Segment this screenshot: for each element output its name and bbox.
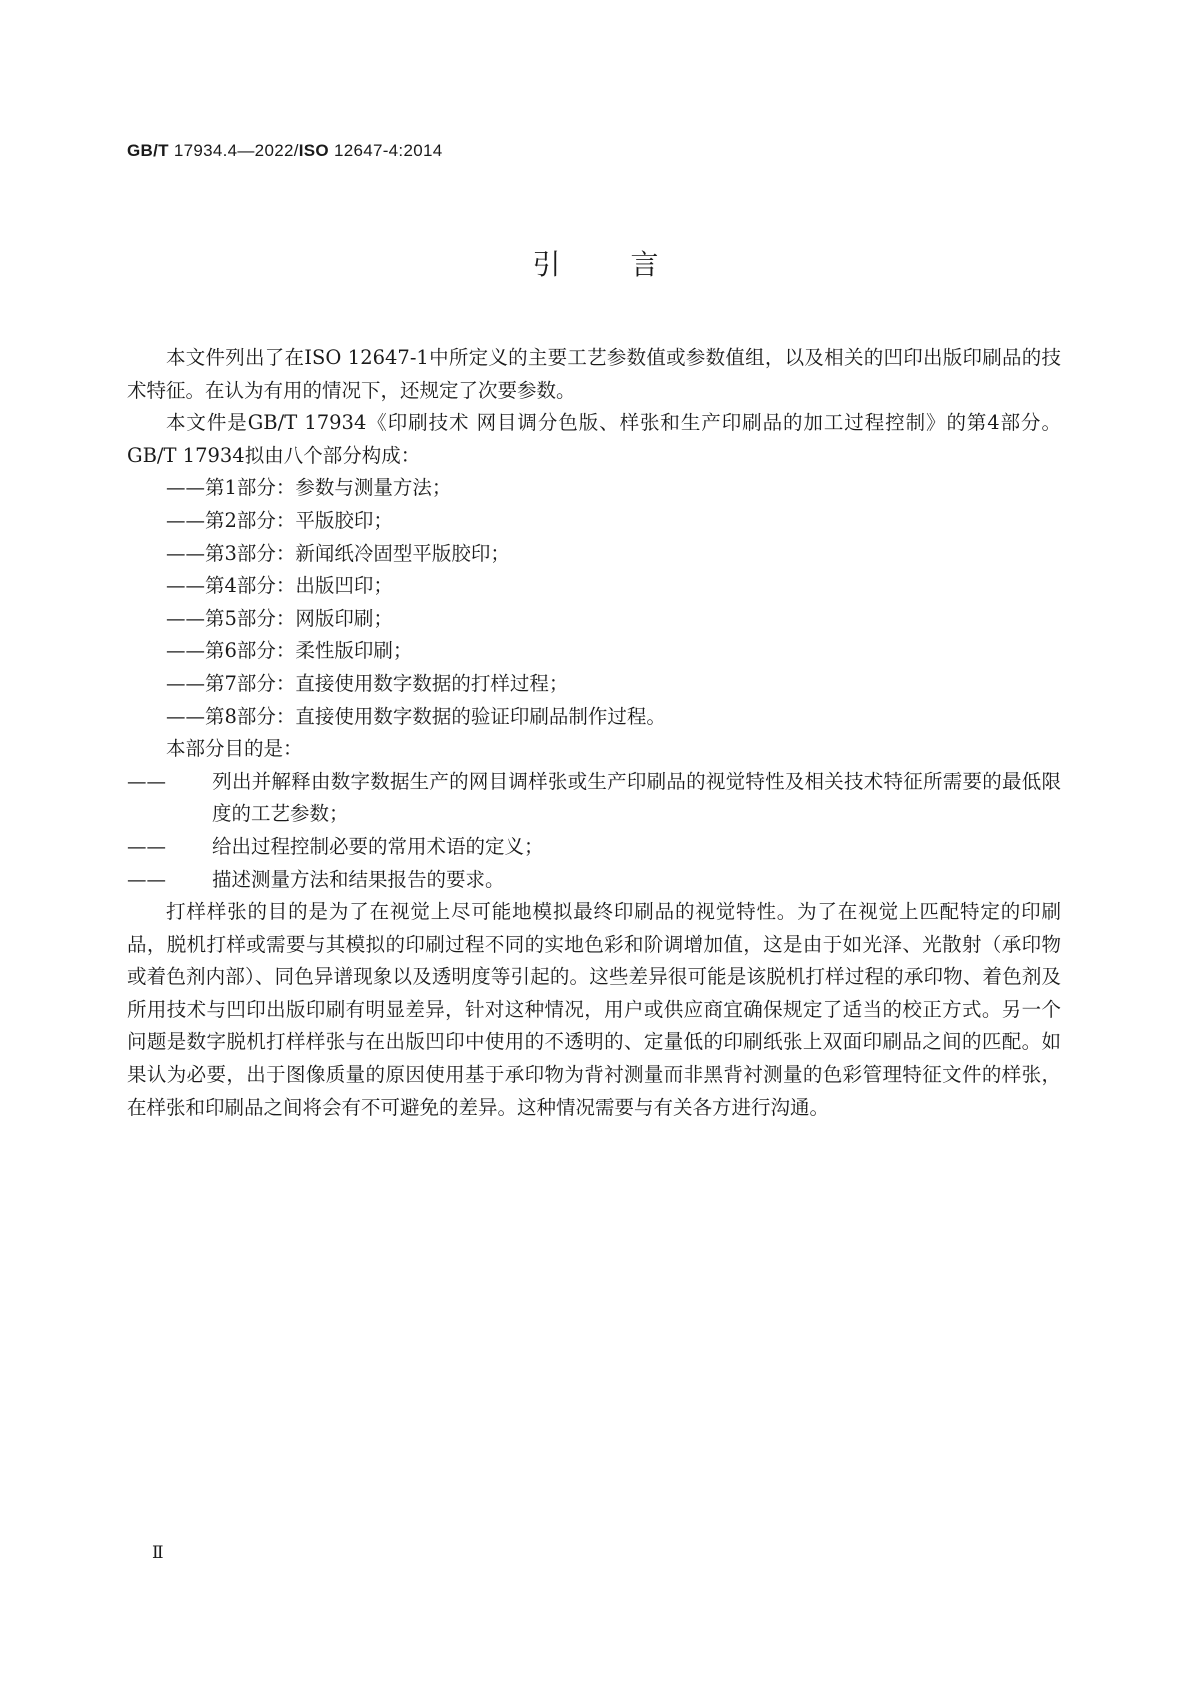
list-dash: —— [127,834,166,858]
purpose-list-item [127,831,1061,864]
purpose-list-item [127,766,1061,831]
paragraph-proofing: 打样样张的目的是为了在视觉上尽可能地模拟最终印刷品的视觉特性。为了在视觉上匹配特定的印刷品，脱机打样或需要与其模拟的印刷过程不同的实地色彩和阶调增加值，这是由于如光泽、光散射（承印物或着色剂内部）、同色异谱现象以及透明度等引起的。这些差异很可能是该脱机打样过程的承印物、着色剂及所用技术与凹印出版印刷有明显差异，针对这种情况，用户或供应商宜确保规定了适当的校正方式。另一个问题是数字脱机打样样张与在出版凹印中使用的不透明的、定量低的印刷纸张上双面印刷品之间的匹配。如果认为必要，出于图像质量的原因使用基于承印物为背衬测量而非黑背衬测量的色彩管理特征文件的样张，在样张和印刷品之间将会有不可避免的差异。这种情况需要与有关各方进行沟通。 [127,900,1061,1119]
header-code-bold-1: GB/T [127,141,169,160]
purpose-text: 列出并解释由数字数据生产的网目调样张或生产印刷品的视觉特性及相关技术特征所需要的最低限度的工艺参数； [212,769,1061,826]
paragraph-scope: 本文件列出了在ISO 12647-1中所定义的主要工艺参数值或参数值组，以及相关的凹印出版印刷品的技术特征。在认为有用的情况下，还规定了次要参数。 [127,346,1061,402]
list-dash: —— [127,769,166,793]
part-list-item: ——第8部分：直接使用数字数据的验证印刷品制作过程。 [166,704,666,728]
purpose-text: 给出过程控制必要的常用术语的定义； [212,834,544,858]
part-list-item: ——第7部分：直接使用数字数据的打样过程； [166,671,569,695]
paragraph-series: 本文件是GB/T 17934《印刷技术 网目调分色版、样张和生产印刷品的加工过程控制》的第4部分。GB/T 17934拟由八个部分构成： [127,411,1061,467]
page-title: 引言 [532,248,729,281]
header-code-rest-1: 17934.4—2022/ [168,141,299,160]
purpose-list-item [127,864,1061,897]
part-list-item: ——第5部分：网版印刷； [166,606,393,630]
standard-code-header [127,141,442,161]
list-dash: —— [127,867,166,891]
header-code-rest-2: 12647-4:2014 [328,141,443,160]
purpose-text: 描述测量方法和结果报告的要求。 [212,867,505,891]
page-number: Ⅱ [152,1543,164,1563]
paragraph-purpose-intro: 本部分目的是： [166,737,303,761]
part-list-item: ——第6部分：柔性版印刷； [166,639,413,663]
document-body [127,342,1061,1124]
part-list-item: ——第1部分：参数与测量方法； [166,476,452,500]
part-list-item: ——第4部分：出版凹印； [166,574,393,598]
header-code-bold-2: ISO [298,141,329,160]
part-list-item: ——第2部分：平版胶印； [166,508,393,532]
part-list-item: ——第3部分：新闻纸冷固型平版胶印； [166,541,510,565]
